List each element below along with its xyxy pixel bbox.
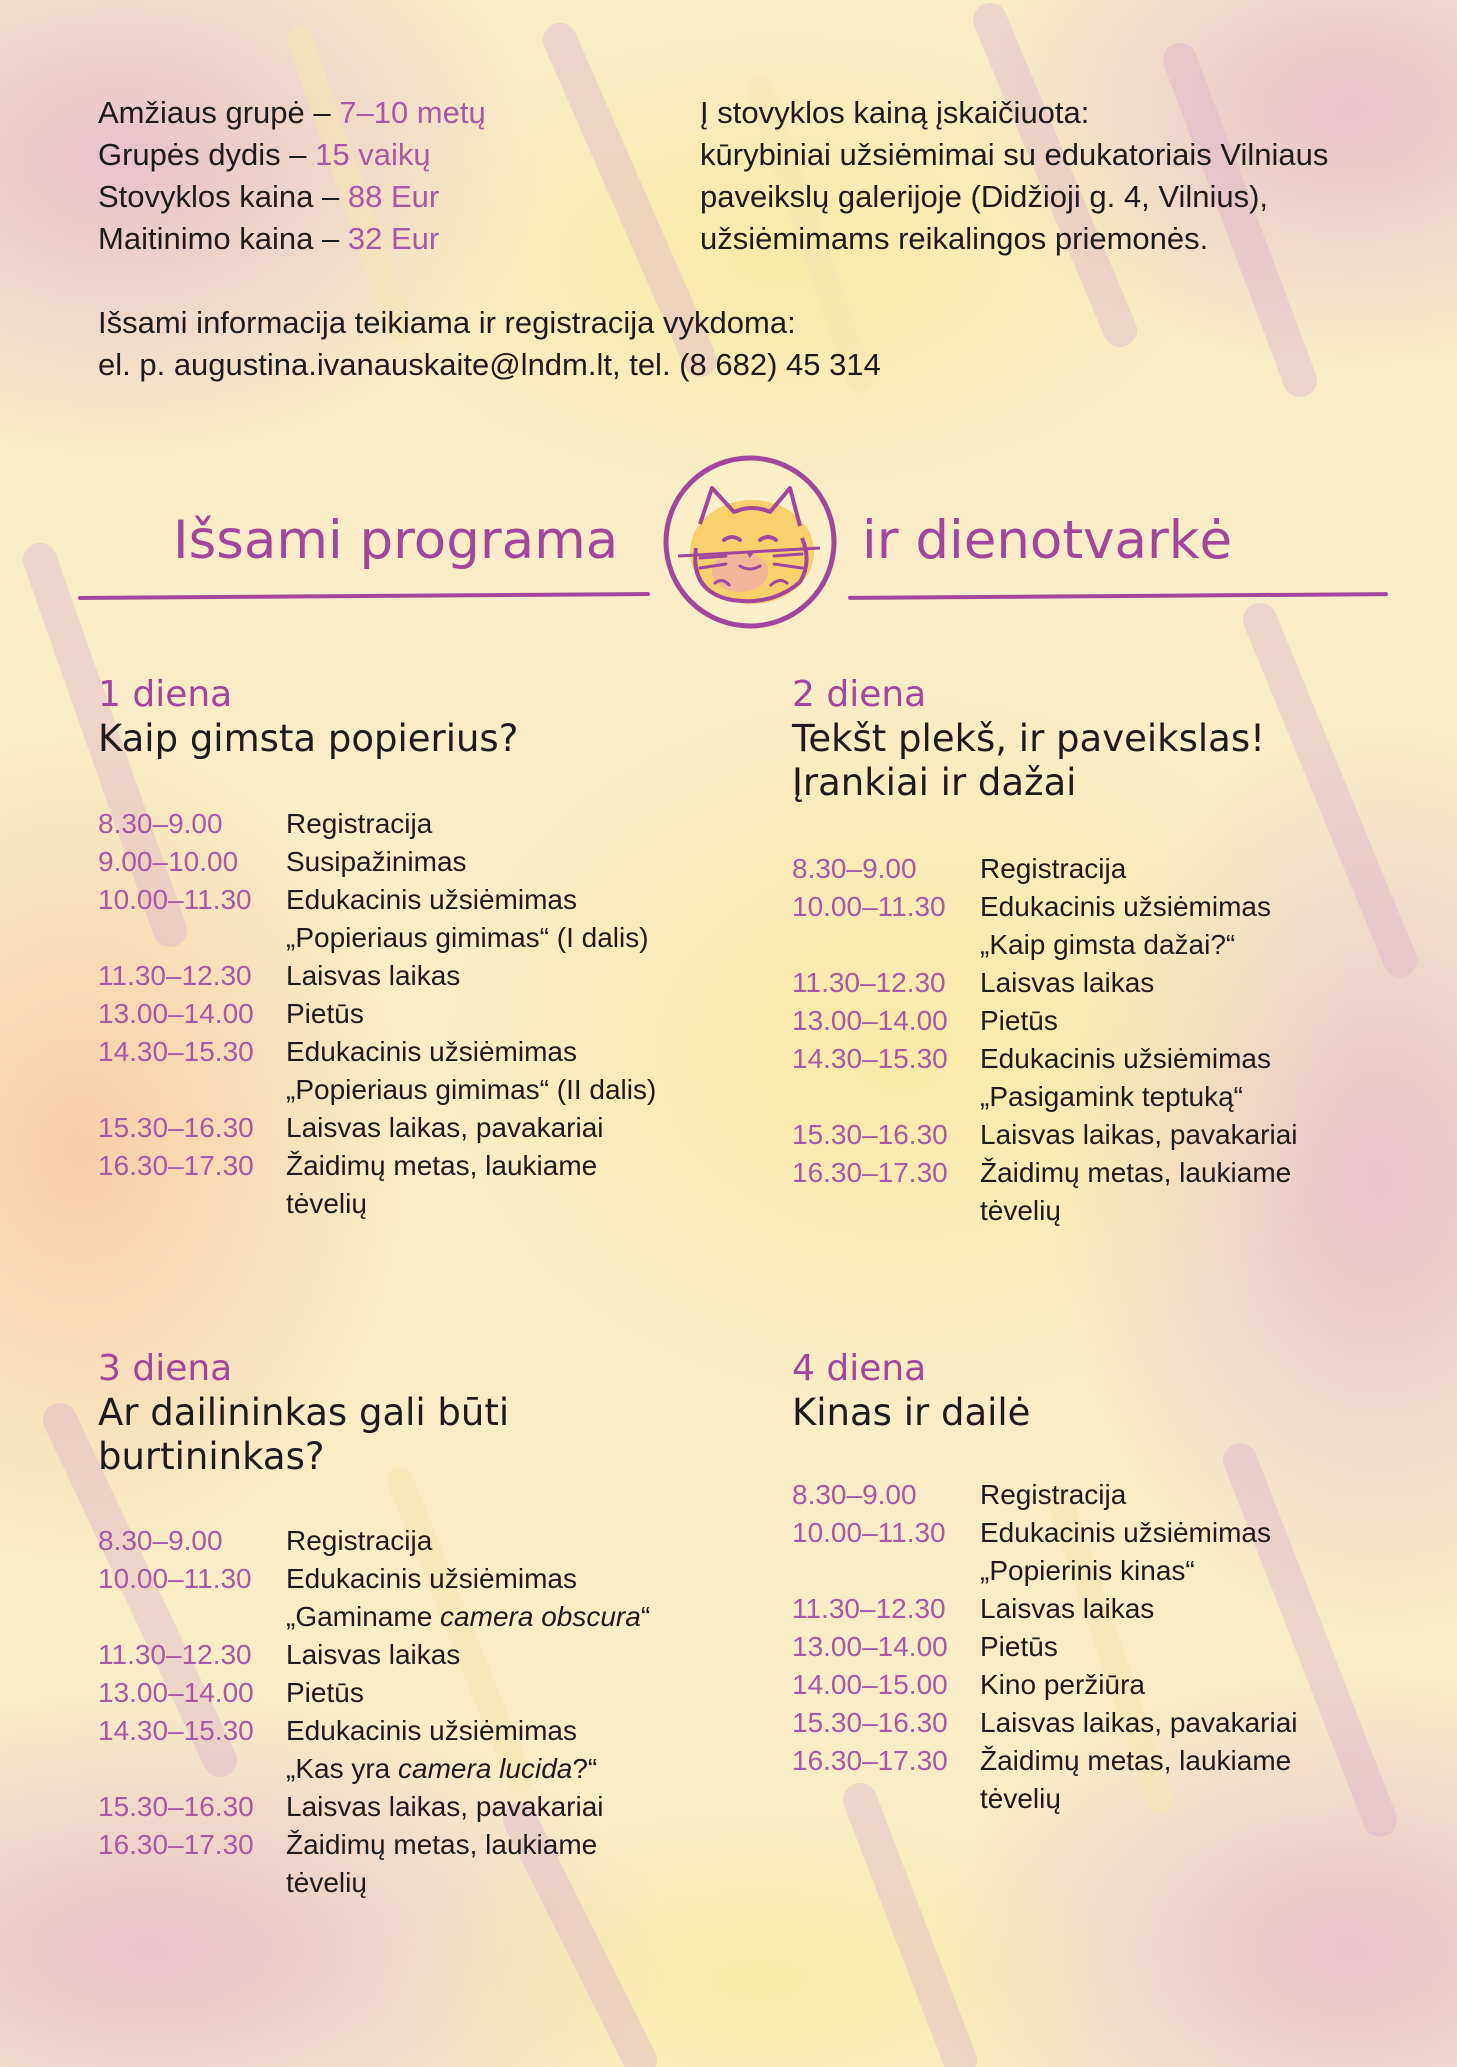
schedule-activity [286, 1674, 364, 1712]
schedule-time: 14.00–15.00 [792, 1669, 948, 1700]
schedule-activity [980, 888, 1271, 964]
schedule-time: 13.00–14.00 [98, 998, 254, 1029]
schedule-activity [286, 1636, 460, 1674]
activity-line: Pietūs [286, 998, 364, 1029]
day-1-schedule [98, 805, 656, 1223]
day-4-schedule [792, 1476, 1298, 1818]
schedule-time: 16.30–17.30 [98, 1829, 254, 1860]
activity-line: „Pasigamink teptuką“ [980, 1081, 1244, 1112]
activity-line: „Popierinis kinas“ [980, 1555, 1195, 1586]
schedule-row [98, 1636, 650, 1674]
activity-line: Edukacinis užsiėmimas [980, 1043, 1271, 1074]
price-includes [700, 92, 1328, 260]
schedule-activity [980, 1590, 1154, 1628]
schedule-row [98, 1109, 656, 1147]
schedule-time: 9.00–10.00 [98, 846, 239, 877]
day-2-block [792, 673, 1265, 805]
schedule-row [792, 1002, 1298, 1040]
activity-line: Žaidimų metas, laukiame [286, 1829, 598, 1860]
activity-line: tėvelių [980, 1195, 1061, 1226]
schedule-activity [286, 1147, 597, 1223]
schedule-row [98, 1674, 650, 1712]
activity-line: Žaidimų metas, laukiame [286, 1150, 598, 1181]
schedule-row [98, 1788, 650, 1826]
schedule-activity [286, 1033, 656, 1109]
contact-line: Išsami informacija teikiama ir registracija vykdoma: [98, 305, 796, 340]
activity-line: Edukacinis užsiėmimas [286, 1715, 577, 1746]
contact-line: el. p. augustina.ivanauskaite@lndm.lt, tel. (8 682) 45 314 [98, 347, 881, 382]
schedule-time: 13.00–14.00 [98, 1677, 254, 1708]
day-3-schedule [98, 1522, 650, 1902]
activity-line: Laisvas laikas [286, 1639, 461, 1670]
schedule-row [792, 1476, 1298, 1514]
schedule-row [98, 1147, 656, 1223]
fact-age-group: Amžiaus grupė – 7–10 metų [98, 95, 486, 130]
activity-line: Registracija [980, 853, 1127, 884]
schedule-row [98, 1522, 650, 1560]
schedule-row [98, 1033, 656, 1109]
price-includes-line: kūrybiniai užsiėmimai su edukatoriais Vilniaus [700, 137, 1329, 172]
schedule-activity [980, 1742, 1291, 1818]
day-title: Įrankiai ir dažai [792, 761, 1077, 804]
schedule-time: 15.30–16.30 [792, 1119, 948, 1150]
camp-facts [98, 92, 486, 260]
schedule-activity [980, 1116, 1298, 1154]
schedule-time: 16.30–17.30 [792, 1157, 948, 1188]
schedule-time: 10.00–11.30 [98, 1563, 252, 1594]
schedule-time: 14.30–15.30 [98, 1715, 254, 1746]
schedule-time: 11.30–12.30 [98, 960, 252, 991]
schedule-time: 16.30–17.30 [98, 1150, 254, 1181]
schedule-row [98, 881, 656, 957]
activity-line: „Popieriaus gimimas“ (II dalis) [286, 1074, 657, 1105]
schedule-activity [286, 881, 649, 957]
schedule-row [98, 843, 656, 881]
schedule-activity [980, 1476, 1126, 1514]
activity-line: Laisvas laikas, pavakariai [980, 1707, 1298, 1738]
schedule-activity [286, 1826, 597, 1902]
schedule-row [98, 995, 656, 1033]
schedule-activity [286, 843, 467, 881]
schedule-activity [980, 1514, 1271, 1590]
day-number: 3 diena [98, 1348, 233, 1389]
schedule-row [98, 1712, 650, 1788]
schedule-activity [980, 1154, 1291, 1230]
schedule-time: 10.00–11.30 [792, 891, 946, 922]
schedule-time: 11.30–12.30 [98, 1639, 252, 1670]
schedule-time: 11.30–12.30 [792, 1593, 946, 1624]
price-includes-line: paveikslų galerijoje (Didžioji g. 4, Vilnius), [700, 179, 1269, 214]
activity-line: Žaidimų metas, laukiame [980, 1157, 1292, 1188]
activity-line: Pietūs [980, 1631, 1058, 1662]
activity-line: Laisvas laikas, pavakariai [286, 1791, 604, 1822]
schedule-time: 14.30–15.30 [98, 1036, 254, 1067]
schedule-row [792, 850, 1298, 888]
activity-line: Registracija [286, 808, 433, 839]
activity-line: tėvelių [286, 1867, 367, 1898]
schedule-activity [286, 1522, 432, 1560]
schedule-row [792, 1704, 1298, 1742]
price-includes-line: Į stovyklos kainą įskaičiuota: [700, 95, 1090, 130]
contact-info [98, 302, 881, 386]
heading-right: ir dienotvarkė [862, 510, 1233, 571]
schedule-row [792, 1116, 1298, 1154]
activity-line: Edukacinis užsiėmimas [286, 1563, 577, 1594]
day-number: 2 diena [792, 674, 927, 715]
activity-line: „Kaip gimsta dažai?“ [980, 929, 1236, 960]
fact-camp-price: Stovyklos kaina – 88 Eur [98, 179, 440, 214]
schedule-row [98, 1826, 650, 1902]
schedule-time: 10.00–11.30 [98, 884, 252, 915]
activity-line: Registracija [980, 1479, 1127, 1510]
schedule-row [792, 1666, 1298, 1704]
schedule-activity [980, 1002, 1058, 1040]
day-title: Kinas ir dailė [792, 1391, 1031, 1434]
activity-line: Laisvas laikas [286, 960, 461, 991]
schedule-row [792, 1590, 1298, 1628]
schedule-activity [980, 964, 1154, 1002]
schedule-time: 15.30–16.30 [792, 1707, 948, 1738]
day-number: 1 diena [98, 674, 233, 715]
schedule-row [98, 957, 656, 995]
activity-line: Edukacinis užsiėmimas [286, 884, 577, 915]
activity-line: Žaidimų metas, laukiame [980, 1745, 1292, 1776]
day-title: Kaip gimsta popierius? [98, 717, 519, 760]
day-title: Ar dailininkas gali būti [98, 1391, 510, 1434]
activity-line: tėvelių [286, 1188, 367, 1219]
schedule-time: 8.30–9.00 [98, 808, 223, 839]
activity-line: Pietūs [980, 1005, 1058, 1036]
day-1-block [98, 673, 518, 761]
schedule-row [792, 964, 1298, 1002]
schedule-time: 8.30–9.00 [792, 1479, 917, 1510]
schedule-time: 10.00–11.30 [792, 1517, 946, 1548]
schedule-time: 14.30–15.30 [792, 1043, 948, 1074]
schedule-activity [980, 850, 1126, 888]
day-3-block [98, 1347, 509, 1479]
schedule-row [792, 888, 1298, 964]
schedule-activity [980, 1628, 1058, 1666]
activity-line: „Gaminame camera obscura“ [286, 1601, 651, 1632]
activity-line: Registracija [286, 1525, 433, 1556]
schedule-activity [286, 995, 364, 1033]
schedule-activity [286, 957, 460, 995]
activity-line: Edukacinis užsiėmimas [286, 1036, 577, 1067]
schedule-row [98, 1560, 650, 1636]
schedule-row [792, 1742, 1298, 1818]
schedule-time: 16.30–17.30 [792, 1745, 948, 1776]
activity-line: Pietūs [286, 1677, 364, 1708]
schedule-row [792, 1514, 1298, 1590]
schedule-time: 8.30–9.00 [792, 853, 917, 884]
schedule-row [792, 1628, 1298, 1666]
schedule-activity [980, 1704, 1298, 1742]
activity-line: Edukacinis užsiėmimas [980, 891, 1271, 922]
activity-line: „Popieriaus gimimas“ (I dalis) [286, 922, 649, 953]
schedule-row [792, 1040, 1298, 1116]
schedule-activity [286, 1788, 604, 1826]
activity-line: Laisvas laikas, pavakariai [286, 1112, 604, 1143]
schedule-time: 15.30–16.30 [98, 1112, 254, 1143]
schedule-activity [286, 1109, 604, 1147]
schedule-activity [286, 1712, 597, 1788]
activity-line: Laisvas laikas [980, 967, 1155, 998]
schedule-activity [286, 805, 432, 843]
schedule-time: 15.30–16.30 [98, 1791, 254, 1822]
day-title: burtininkas? [98, 1435, 325, 1478]
schedule-row [98, 805, 656, 843]
schedule-time: 8.30–9.00 [98, 1525, 223, 1556]
day-2-schedule [792, 850, 1298, 1230]
activity-line: Laisvas laikas [980, 1593, 1155, 1624]
schedule-time: 13.00–14.00 [792, 1631, 948, 1662]
day-number: 4 diena [792, 1348, 927, 1389]
fact-meal-price: Maitinimo kaina – 32 Eur [98, 221, 440, 256]
activity-line: Kino peržiūra [980, 1669, 1145, 1700]
day-title: Tekšt plekš, ir paveikslas! [792, 717, 1265, 760]
cat-icon [660, 452, 840, 632]
activity-line: tėvelių [980, 1783, 1061, 1814]
schedule-activity [286, 1560, 650, 1636]
activity-line: Susipažinimas [286, 846, 467, 877]
schedule-time: 11.30–12.30 [792, 967, 946, 998]
activity-line: „Kas yra camera lucida?“ [286, 1753, 598, 1784]
fact-group-size: Grupės dydis – 15 vaikų [98, 137, 431, 172]
schedule-activity [980, 1040, 1271, 1116]
schedule-row [792, 1154, 1298, 1230]
activity-line: Edukacinis užsiėmimas [980, 1517, 1271, 1548]
heading-left: Išsami programa [173, 510, 619, 571]
schedule-activity [980, 1666, 1145, 1704]
activity-line: Laisvas laikas, pavakariai [980, 1119, 1298, 1150]
day-4-block [792, 1347, 1030, 1435]
schedule-time: 13.00–14.00 [792, 1005, 948, 1036]
price-includes-line: užsiėmimams reikalingos priemonės. [700, 221, 1209, 256]
